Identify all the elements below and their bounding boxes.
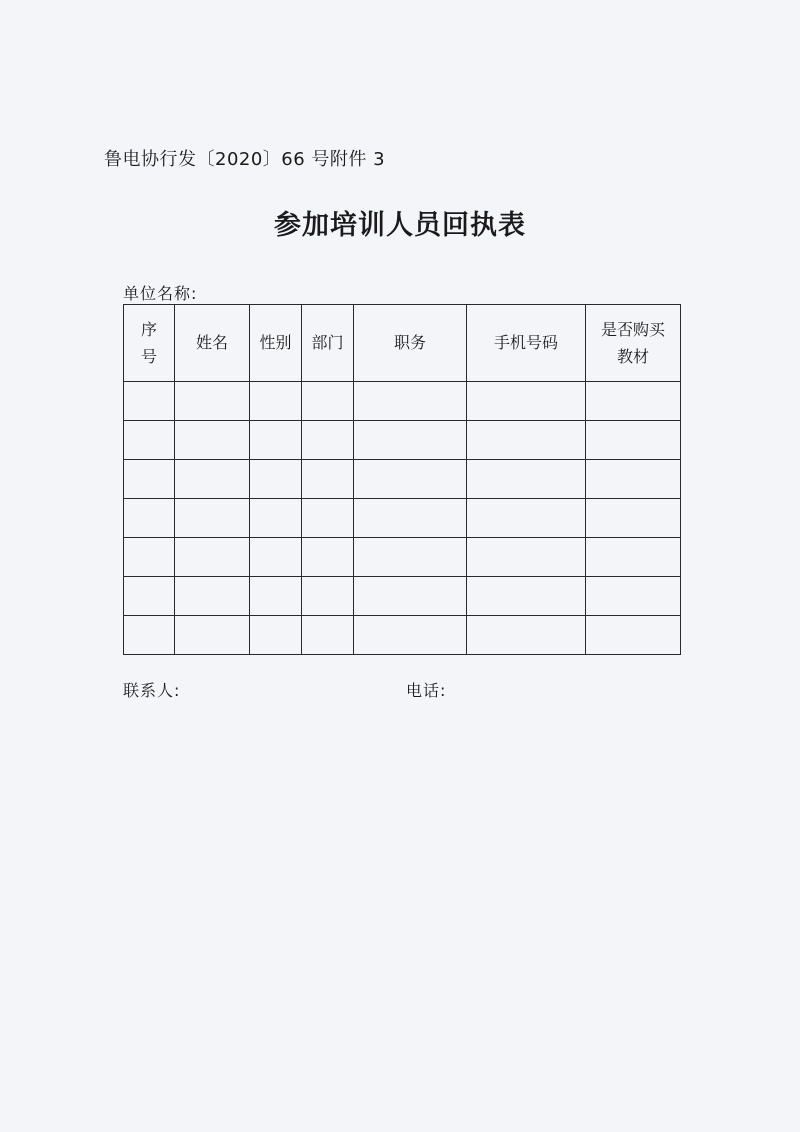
table-cell[interactable] [124, 538, 175, 577]
table-cell[interactable] [586, 421, 681, 460]
table-cell[interactable] [302, 499, 354, 538]
table-cell[interactable] [250, 577, 302, 616]
table-cell[interactable] [175, 499, 250, 538]
header-seq-line1: 序 [140, 319, 157, 339]
table-cell[interactable] [124, 460, 175, 499]
header-phone: 手机号码 [467, 305, 586, 382]
table-row [124, 577, 681, 616]
table-cell[interactable] [302, 538, 354, 577]
table-cell[interactable] [354, 616, 467, 655]
table-cell[interactable] [354, 577, 467, 616]
table-cell[interactable] [175, 577, 250, 616]
table-body [124, 382, 681, 655]
table-cell[interactable] [586, 460, 681, 499]
table-row [124, 460, 681, 499]
table-cell[interactable] [302, 577, 354, 616]
table-row [124, 421, 681, 460]
table-cell[interactable] [302, 460, 354, 499]
table-cell[interactable] [124, 382, 175, 421]
header-textbook-line1: 是否购买 [600, 319, 665, 339]
table-cell[interactable] [175, 421, 250, 460]
header-position: 职务 [354, 305, 467, 382]
table-cell[interactable] [250, 421, 302, 460]
table-cell[interactable] [124, 499, 175, 538]
table-row [124, 499, 681, 538]
table-cell[interactable] [250, 382, 302, 421]
table-cell[interactable] [354, 421, 467, 460]
table-cell[interactable] [124, 421, 175, 460]
table-cell[interactable] [250, 460, 302, 499]
table-cell[interactable] [586, 538, 681, 577]
document-reference: 鲁电协行发〔2020〕66 号附件 3 [104, 149, 386, 170]
header-name: 姓名 [175, 305, 250, 382]
table-cell[interactable] [302, 616, 354, 655]
header-seq-line2: 号 [140, 347, 157, 366]
table-cell[interactable] [586, 577, 681, 616]
header-seq [124, 305, 175, 382]
phone-label: 电话: [406, 681, 447, 700]
header-textbook-line2: 教材 [616, 347, 649, 366]
table-cell[interactable] [354, 382, 467, 421]
table-row [124, 616, 681, 655]
unit-name-label: 单位名称: [123, 284, 198, 303]
receipt-table [123, 304, 681, 655]
table-cell[interactable] [467, 616, 586, 655]
table-cell[interactable] [302, 421, 354, 460]
table-cell[interactable] [467, 499, 586, 538]
table-cell[interactable] [354, 460, 467, 499]
page-title: 参加培训人员回执表 [274, 210, 526, 241]
table-cell[interactable] [467, 382, 586, 421]
table-cell[interactable] [467, 538, 586, 577]
table-cell[interactable] [250, 499, 302, 538]
table-cell[interactable] [586, 382, 681, 421]
table-row [124, 538, 681, 577]
header-gender: 性别 [250, 305, 302, 382]
table-cell[interactable] [586, 616, 681, 655]
table-cell[interactable] [467, 421, 586, 460]
table-cell[interactable] [250, 538, 302, 577]
header-department: 部门 [302, 305, 354, 382]
table-cell[interactable] [354, 499, 467, 538]
table-row [124, 382, 681, 421]
table-cell[interactable] [175, 538, 250, 577]
table-cell[interactable] [354, 538, 467, 577]
table-header-row [124, 305, 681, 382]
table-cell[interactable] [175, 460, 250, 499]
table-cell[interactable] [586, 499, 681, 538]
table-cell[interactable] [250, 616, 302, 655]
table-cell[interactable] [467, 460, 586, 499]
table-cell[interactable] [124, 577, 175, 616]
header-textbook [586, 305, 681, 382]
table-cell[interactable] [467, 577, 586, 616]
table-cell[interactable] [175, 382, 250, 421]
table-cell[interactable] [175, 616, 250, 655]
table-cell[interactable] [124, 616, 175, 655]
table-cell[interactable] [302, 382, 354, 421]
contact-person-label: 联系人: [123, 681, 181, 700]
